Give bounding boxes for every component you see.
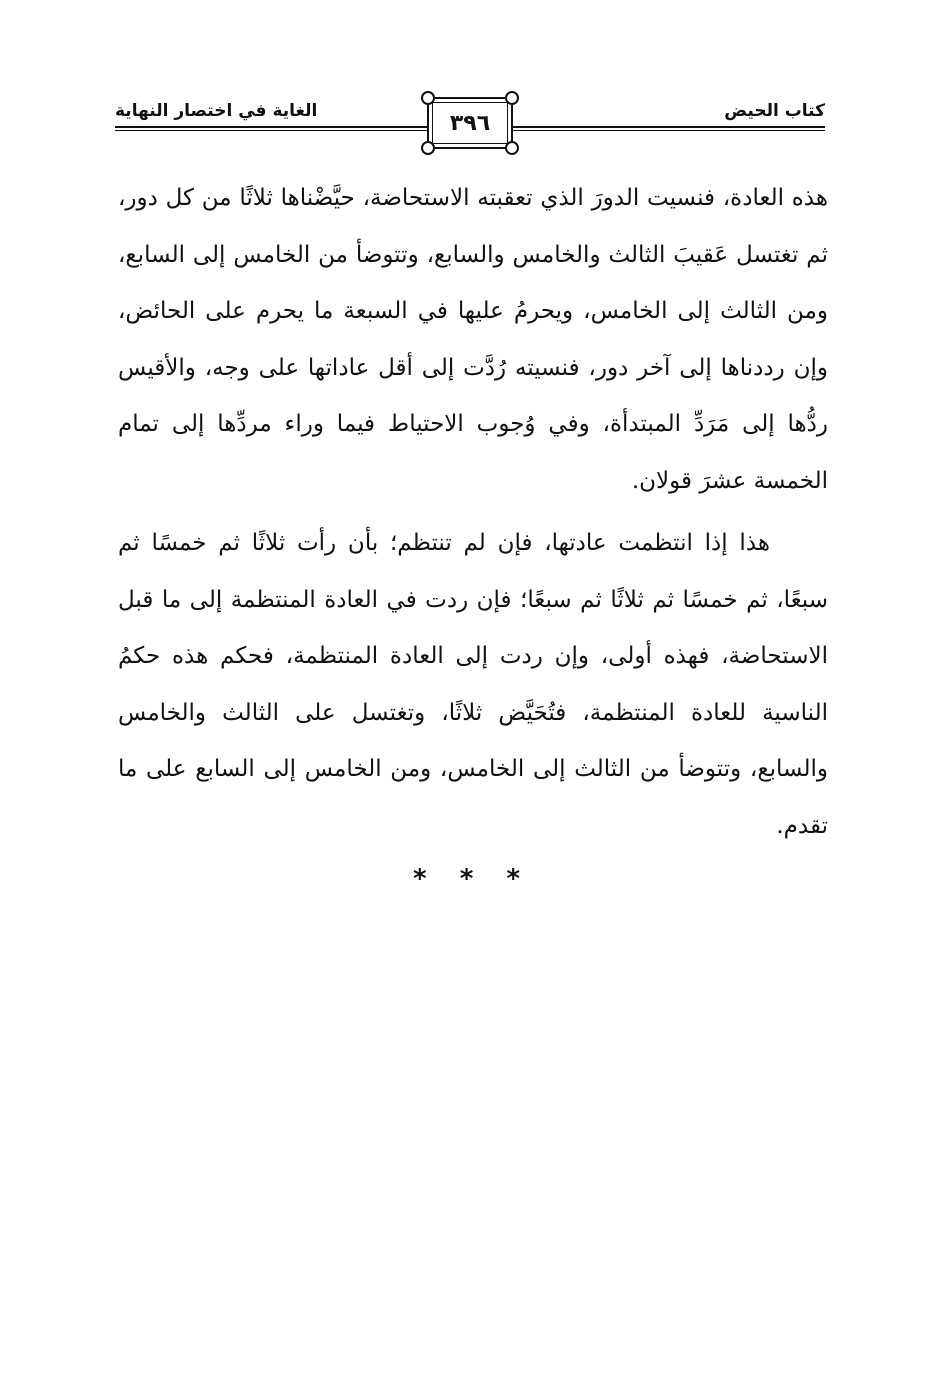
section-divider: * * *	[413, 864, 532, 894]
body-text	[118, 170, 828, 854]
ornament-corner	[421, 141, 435, 155]
ornament-corner	[421, 91, 435, 105]
page-number-frame	[427, 97, 513, 149]
book-title: الغاية في اختصار النهاية	[115, 101, 318, 121]
page-number: ٣٩٦	[449, 111, 491, 136]
paragraph: هذا إذا انتظمت عادتها، فإن لم تنتظم؛ بأن رأت ثلاثًا ثم خمسًا ثم سبعًا، ثم خمسًا ثم ثلاثًا ثم سبعًا؛ فإن ردت في العادة المنتظمة إلى ما قبل الاستحاضة، فهذه أولى، وإن ردت إلى العادة المنتظمة، فحكم هذه حكمُ الناسية للعادة المنتظمة، فتُحَيَّض ثلاثًا، وتغتسل على الثالث والخامس والسابع، وتتوضأ من الثالث إلى الخامس، ومن الخامس إلى السابع على ما تقدم.	[118, 530, 828, 839]
paragraph: هذه العادة، فنسيت الدورَ الذي تعقبته الاستحاضة، حيَّضْناها ثلاثًا من كل دور، ثم تغتسل عَقيبَ الثالث والخامس والسابع، وتتوضأ من الخامس إلى السابع، ومن الثالث إلى الخامس، ويحرمُ عليها في السبعة ما يحرم على الحائض، وإن رددناها إلى آخر دور، فنسيته رُدَّت إلى أقل عاداتها على وجه، والأقيس ردُّها إلى مَرَدِّ المبتدأة، وفي وُجوب الاحتياط فيما وراء مردِّها إلى تمام الخمسة عشرَ قولان.	[118, 185, 828, 494]
ornament-corner	[505, 91, 519, 105]
ornament-corner	[505, 141, 519, 155]
chapter-title: كتاب الحيض	[724, 101, 825, 121]
page-header	[115, 95, 825, 155]
